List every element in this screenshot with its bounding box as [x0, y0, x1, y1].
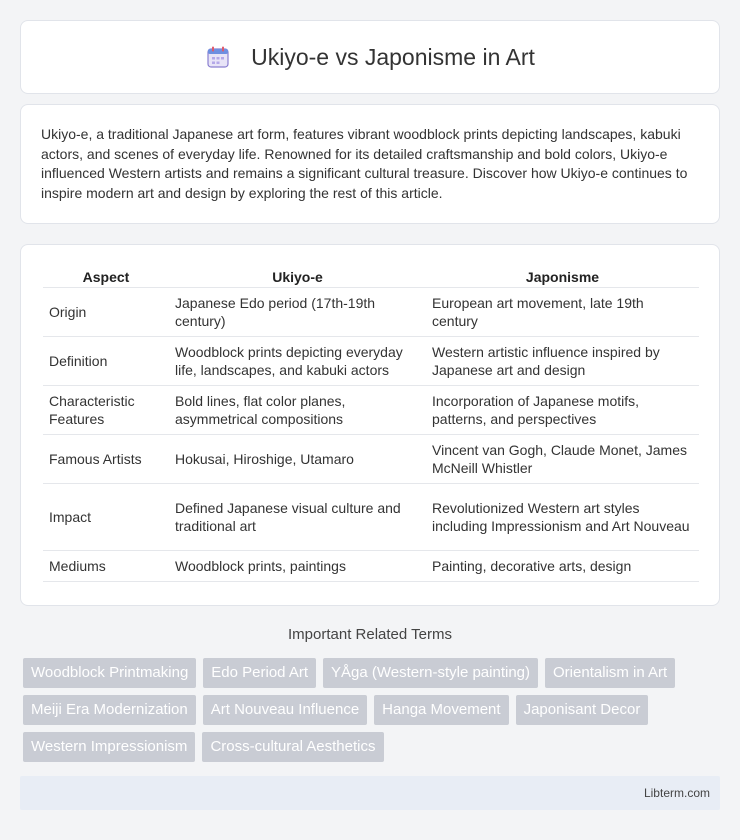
footer-site-link[interactable]: Libterm.com — [643, 786, 710, 800]
term-tag[interactable]: Western Impressionism — [23, 732, 195, 762]
cell-ukiyo-e: Woodblock prints, paintings — [169, 551, 426, 582]
cell-aspect: Mediums — [43, 551, 169, 582]
cell-japonisme: Incorporation of Japanese motifs, patterns, and perspectives — [426, 386, 699, 435]
term-tag[interactable]: Hanga Movement — [374, 695, 508, 725]
term-tag[interactable]: Orientalism in Art — [545, 658, 675, 688]
cell-aspect: Famous Artists — [43, 435, 169, 484]
intro-text: Ukiyo-e, a traditional Japanese art form, features vibrant woodblock prints depicting landscapes, kabuki actors, and scenes of everyday life. Renowned for its detailed craftsmanship and bold colors, Ukiyo-e influenced Western artists and remains a significant cultural treasure. Discover how Ukiyo-e continues to inspire modern art and design by exploring the rest of this article. — [41, 126, 688, 201]
header-aspect: Aspect — [43, 265, 169, 288]
term-tag[interactable]: Japonisant Decor — [516, 695, 649, 725]
term-tag[interactable]: Edo Period Art — [203, 658, 316, 688]
table-row — [43, 386, 699, 435]
table-row — [43, 337, 699, 386]
header-japonisme: Japonisme — [426, 265, 699, 288]
cell-ukiyo-e: Bold lines, flat color planes, asymmetrical compositions — [169, 386, 426, 435]
cell-aspect: Origin — [43, 288, 169, 337]
cell-ukiyo-e: Hokusai, Hiroshige, Utamaro — [169, 435, 426, 484]
term-tag[interactable]: Woodblock Printmaking — [23, 658, 196, 688]
related-terms-list — [23, 658, 723, 769]
cell-aspect: Impact — [43, 484, 169, 551]
cell-ukiyo-e: Woodblock prints depicting everyday life, landscapes, and kabuki actors — [169, 337, 426, 386]
page-title: Ukiyo-e vs Japonisme in Art — [251, 43, 535, 70]
term-tag[interactable]: Meiji Era Modernization — [23, 695, 196, 725]
table-header-row — [43, 265, 699, 288]
cell-ukiyo-e: Defined Japanese visual culture and traditional art — [169, 484, 426, 551]
cell-japonisme: Painting, decorative arts, design — [426, 551, 699, 582]
term-tag[interactable]: Art Nouveau Influence — [203, 695, 367, 725]
term-tag[interactable]: Cross-cultural Aesthetics — [202, 732, 383, 762]
calendar-icon — [205, 44, 231, 70]
table-row — [43, 484, 699, 551]
cell-japonisme: Vincent van Gogh, Claude Monet, James McNeill Whistler — [426, 435, 699, 484]
cell-japonisme: European art movement, late 19th century — [426, 288, 699, 337]
title-card — [20, 20, 720, 94]
cell-ukiyo-e: Japanese Edo period (17th-19th century) — [169, 288, 426, 337]
intro-card — [20, 104, 720, 224]
cell-aspect: Characteristic Features — [43, 386, 169, 435]
cell-aspect: Definition — [43, 337, 169, 386]
comparison-table-card — [20, 244, 720, 606]
related-terms-title: Important Related Terms — [288, 626, 452, 643]
term-tag[interactable]: YÅga (Western-style painting) — [323, 658, 538, 688]
table-row — [43, 435, 699, 484]
cell-japonisme: Western artistic influence inspired by Japanese art and design — [426, 337, 699, 386]
header-ukiyo-e: Ukiyo-e — [169, 265, 426, 288]
footer — [20, 776, 720, 810]
table-row — [43, 288, 699, 337]
cell-japonisme: Revolutionized Western art styles including Impressionism and Art Nouveau — [426, 484, 699, 551]
comparison-table — [43, 265, 699, 582]
table-row — [43, 551, 699, 582]
